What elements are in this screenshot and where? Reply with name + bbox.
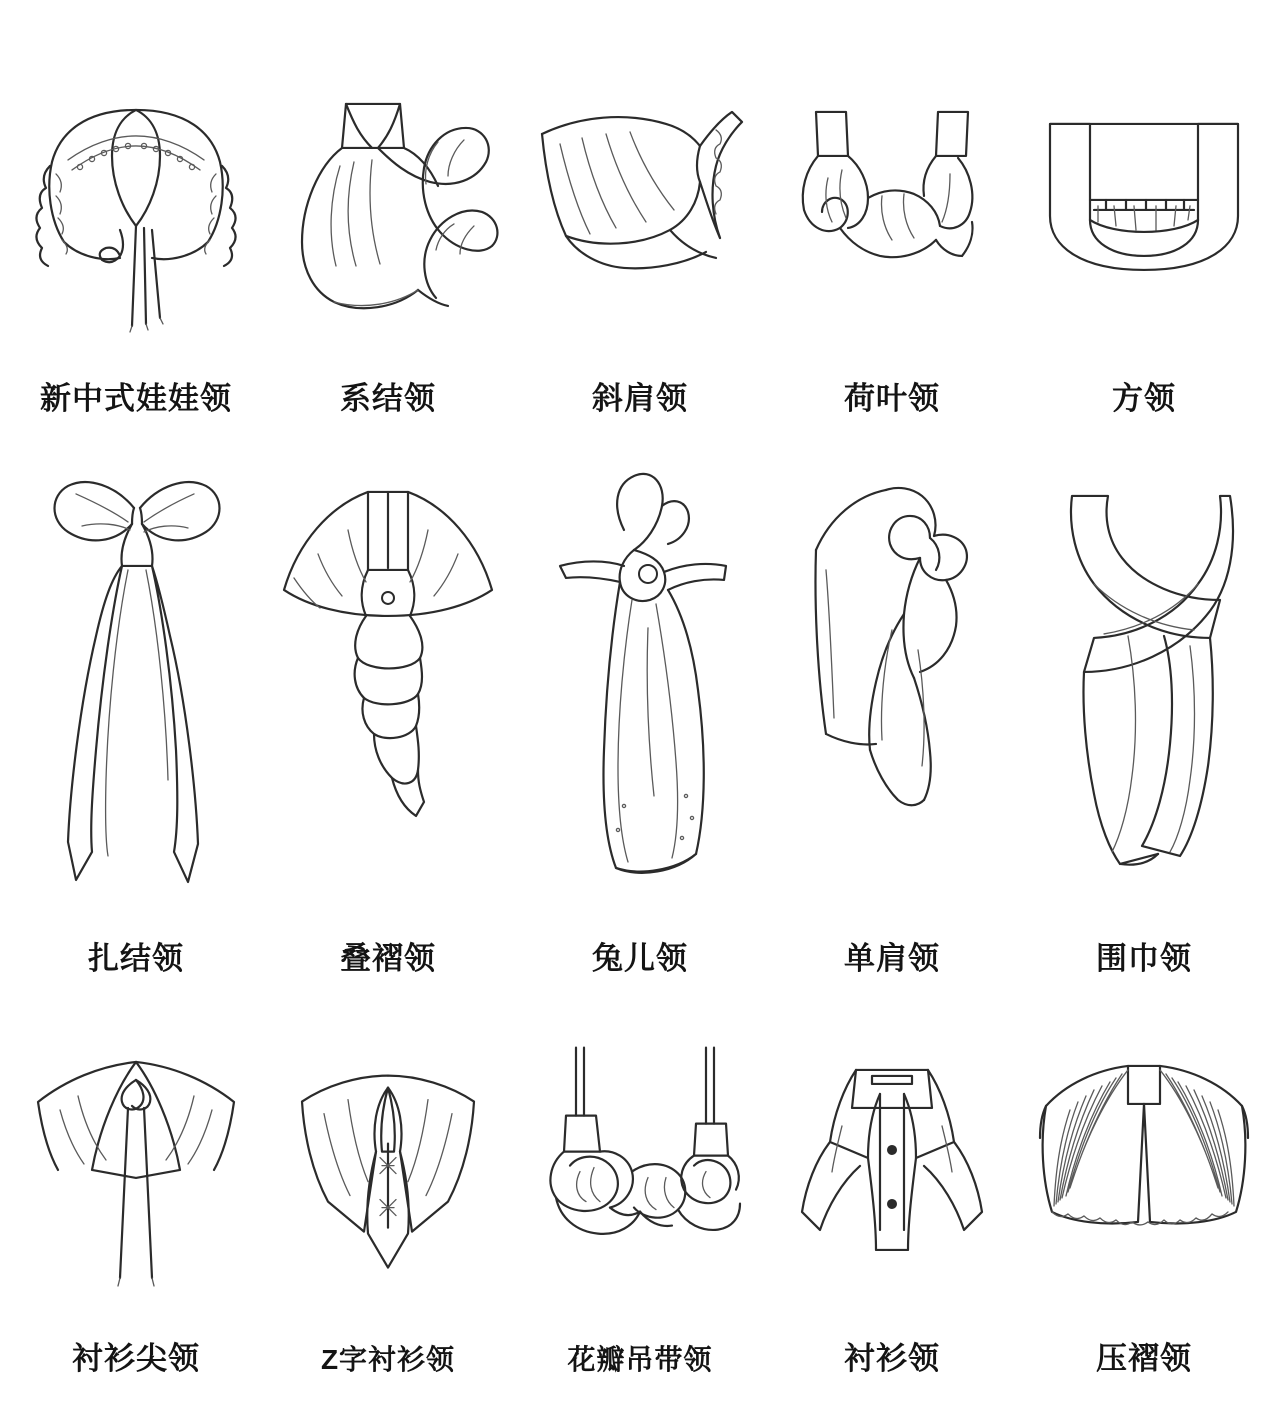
- collar-item-accordion-pleat[interactable]: [1018, 984, 1270, 1384]
- collar-item-z-shirt[interactable]: [262, 984, 514, 1384]
- collar-item-label: 衬衫尖领: [72, 1340, 200, 1376]
- collar-chinese-doll-icon: [16, 24, 256, 376]
- collar-item-square[interactable]: [1018, 24, 1270, 424]
- collar-shirt-icon: [772, 984, 1012, 1336]
- collar-row-1: [10, 24, 1270, 424]
- collar-item-label: 单肩领: [844, 940, 940, 976]
- collar-bunny-scarf-icon: [520, 424, 760, 936]
- collar-scarf-icon: [1024, 424, 1264, 936]
- collar-off-shoulder-icon: [520, 24, 760, 376]
- collar-item-one-shoulder[interactable]: [766, 424, 1018, 984]
- collar-item-label: 荷叶领: [844, 380, 940, 416]
- collar-item-ruffle[interactable]: [766, 24, 1018, 424]
- collar-row-2: [10, 424, 1270, 984]
- collar-item-shirt[interactable]: [766, 984, 1018, 1384]
- collar-item-off-shoulder[interactable]: [514, 24, 766, 424]
- collar-pleated-cape-icon: [268, 424, 508, 936]
- collar-accordion-pleat-icon: [1024, 984, 1264, 1336]
- collar-row-3: [10, 984, 1270, 1384]
- collar-knot-ribbon-icon: [16, 424, 256, 936]
- collar-item-scarf[interactable]: [1018, 424, 1270, 984]
- collar-item-label: 新中式娃娃领: [40, 380, 232, 416]
- collar-item-label: 围巾领: [1096, 940, 1192, 976]
- collar-z-shirt-icon: [268, 984, 508, 1339]
- collar-petal-strap-icon: [520, 984, 760, 1339]
- collar-item-label: 压褶领: [1096, 1340, 1192, 1376]
- collar-item-label: 花瓣吊带领: [567, 1344, 713, 1376]
- collar-tie-bow-icon: [268, 24, 508, 376]
- collar-item-petal-strap[interactable]: [514, 984, 766, 1384]
- collar-square-icon: [1024, 24, 1264, 376]
- collar-item-label: 系结领: [340, 380, 436, 416]
- collar-item-label: 方领: [1112, 380, 1176, 416]
- collar-item-label: 叠褶领: [340, 940, 436, 976]
- collar-item-knot-ribbon[interactable]: [10, 424, 262, 984]
- collar-item-label: Z字衬衫领: [320, 1344, 456, 1376]
- collar-item-label: 兔儿领: [592, 940, 688, 976]
- collar-one-shoulder-icon: [772, 424, 1012, 936]
- collar-item-chinese-doll[interactable]: [10, 24, 262, 424]
- collar-item-label: 扎结领: [88, 940, 184, 976]
- collar-item-label: 衬衫领: [844, 1340, 940, 1376]
- collar-item-label: 斜肩领: [592, 380, 688, 416]
- collar-item-pleated-cape[interactable]: [262, 424, 514, 984]
- collar-ruffle-icon: [772, 24, 1012, 376]
- collar-item-shirt-point[interactable]: [10, 984, 262, 1384]
- collar-item-bunny-scarf[interactable]: [514, 424, 766, 984]
- collar-shirt-point-icon: [16, 984, 256, 1336]
- collar-item-tie-bow[interactable]: [262, 24, 514, 424]
